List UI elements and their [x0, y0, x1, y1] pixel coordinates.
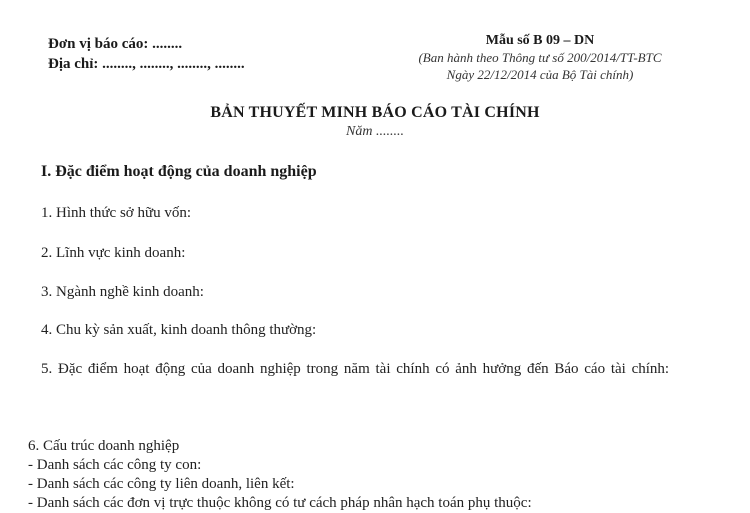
item-business-field: 2. Lĩnh vực kinh doanh:: [41, 245, 186, 261]
reporting-unit-label: Đơn vị báo cáo: ........: [48, 36, 183, 52]
form-number: Mẫu số B 09 – DN: [485, 33, 595, 48]
address-label: Địa chỉ: ........, ........, ........, ........: [48, 56, 245, 72]
item-operating-characteristics: 5. Đặc điểm hoạt động của doanh nghiệp trong năm tài chính có ảnh hưởng đến Báo cáo tài chính:: [41, 361, 670, 377]
structure-heading: 6. Cấu trúc doanh nghiệp: [28, 438, 180, 454]
structure-subsidiaries: - Danh sách các công ty con:: [28, 457, 202, 473]
document-title: BẢN THUYẾT MINH BÁO CÁO TÀI CHÍNH: [210, 104, 540, 121]
item-ownership: 1. Hình thức sở hữu vốn:: [41, 205, 192, 221]
structure-dependent-units: - Danh sách các đơn vị trực thuộc không có tư cách pháp nhân hạch toán phụ thuộc:: [28, 495, 532, 511]
section-heading: I. Đặc điểm hoạt động của doanh nghiệp: [41, 163, 317, 180]
item-production-cycle: 4. Chu kỳ sản xuất, kinh doanh thông thường:: [41, 322, 317, 338]
issued-date: Ngày 22/12/2014 của Bộ Tài chính): [446, 67, 634, 82]
item-business-lines: 3. Ngành nghề kinh doanh:: [41, 284, 204, 300]
document-year: Năm ........: [346, 124, 404, 139]
form-info-block: [395, 32, 685, 83]
structure-block: [28, 437, 532, 513]
issued-by-circular: (Ban hành theo Thông tư số 200/2014/TT-BTC: [418, 50, 662, 65]
reporting-unit-block: [48, 34, 245, 74]
structure-joint-ventures: - Danh sách các công ty liên doanh, liên kết:: [28, 476, 295, 492]
